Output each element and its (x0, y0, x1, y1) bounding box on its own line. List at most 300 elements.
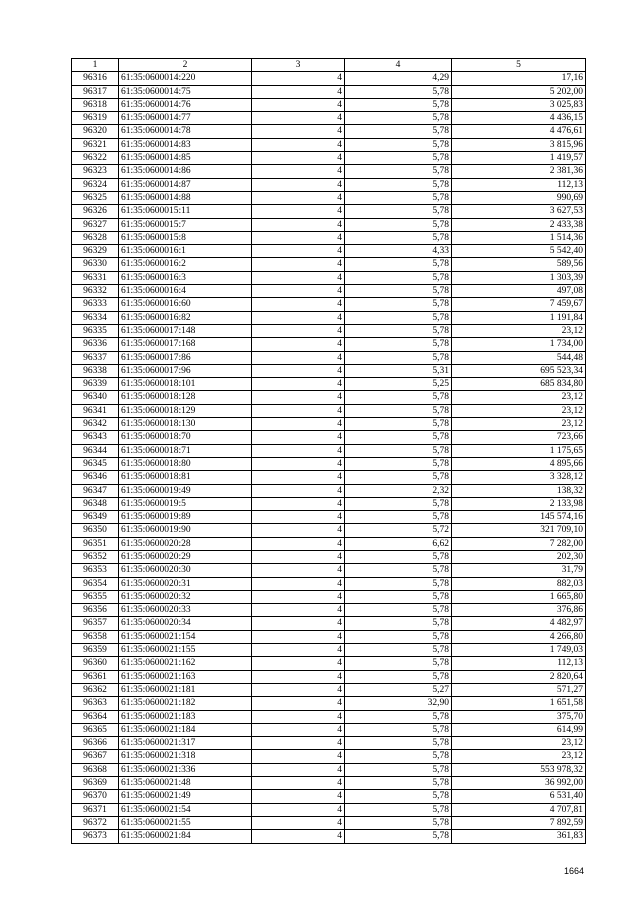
amount-cell: 685 834,80 (452, 378, 586, 391)
category-cell: 4 (252, 165, 345, 178)
amount-cell: 36 992,00 (452, 777, 586, 790)
rate-cell: 5,78 (345, 165, 452, 178)
cadastral-number-cell: 61:35:0600014:85 (119, 152, 252, 165)
table-row (72, 550, 586, 563)
cadastral-number-cell: 61:35:0600021:49 (119, 790, 252, 803)
rate-cell: 5,78 (345, 311, 452, 324)
row-number-cell: 96341 (72, 404, 119, 417)
row-number-cell: 96346 (72, 471, 119, 484)
amount-cell: 3 815,96 (452, 138, 586, 151)
rate-cell: 5,78 (345, 112, 452, 125)
cadastral-number-cell: 61:35:0600021:155 (119, 644, 252, 657)
category-cell: 4 (252, 324, 345, 337)
column-header-3: 3 (252, 59, 345, 72)
category-cell: 4 (252, 697, 345, 710)
cadastral-number-cell: 61:35:0600018:129 (119, 404, 252, 417)
cadastral-number-cell: 61:35:0600021:163 (119, 670, 252, 683)
cadastral-number-cell: 61:35:0600018:70 (119, 431, 252, 444)
row-number-cell: 96338 (72, 364, 119, 377)
table-row (72, 537, 586, 550)
rate-cell: 5,78 (345, 125, 452, 138)
rate-cell: 5,78 (345, 830, 452, 843)
row-number-cell: 96373 (72, 830, 119, 843)
amount-cell: 553 978,32 (452, 763, 586, 776)
row-number-cell: 96317 (72, 85, 119, 98)
row-number-cell: 96334 (72, 311, 119, 324)
row-number-cell: 96363 (72, 697, 119, 710)
category-cell: 4 (252, 418, 345, 431)
row-number-cell: 96316 (72, 72, 119, 85)
cadastral-number-cell: 61:35:0600018:81 (119, 471, 252, 484)
amount-cell: 589,56 (452, 258, 586, 271)
cadastral-number-cell: 61:35:0600017:168 (119, 338, 252, 351)
table-row (72, 231, 586, 244)
category-cell: 4 (252, 644, 345, 657)
amount-cell: 138,32 (452, 484, 586, 497)
table-row (72, 85, 586, 98)
cadastral-number-cell: 61:35:0600014:88 (119, 191, 252, 204)
category-cell: 4 (252, 497, 345, 510)
rate-cell: 5,78 (345, 763, 452, 776)
rate-cell: 5,78 (345, 324, 452, 337)
amount-cell: 3 627,53 (452, 205, 586, 218)
cadastral-number-cell: 61:35:0600020:33 (119, 604, 252, 617)
table-row (72, 378, 586, 391)
row-number-cell: 96344 (72, 444, 119, 457)
cadastral-number-cell: 61:35:0600014:78 (119, 125, 252, 138)
amount-cell: 4 436,15 (452, 112, 586, 125)
rate-cell: 5,78 (345, 564, 452, 577)
cadastral-number-cell: 61:35:0600020:30 (119, 564, 252, 577)
category-cell: 4 (252, 112, 345, 125)
table-row (72, 604, 586, 617)
category-cell: 4 (252, 830, 345, 843)
table-row (72, 418, 586, 431)
rate-cell: 5,78 (345, 471, 452, 484)
cadastral-number-cell: 61:35:0600020:28 (119, 537, 252, 550)
amount-cell: 1 191,84 (452, 311, 586, 324)
cadastral-number-cell: 61:35:0600019:49 (119, 484, 252, 497)
rate-cell: 5,72 (345, 524, 452, 537)
amount-cell: 6 531,40 (452, 790, 586, 803)
category-cell: 4 (252, 378, 345, 391)
column-header-1: 1 (72, 59, 119, 72)
row-number-cell: 96365 (72, 723, 119, 736)
row-number-cell: 96372 (72, 816, 119, 829)
cadastral-number-cell: 61:35:0600016:60 (119, 298, 252, 311)
cadastral-number-cell: 61:35:0600018:101 (119, 378, 252, 391)
rate-cell: 5,78 (345, 152, 452, 165)
cadastral-number-cell: 61:35:0600018:71 (119, 444, 252, 457)
table-row (72, 564, 586, 577)
table-row (72, 311, 586, 324)
amount-cell: 723,66 (452, 431, 586, 444)
rate-cell: 5,25 (345, 378, 452, 391)
table-row (72, 763, 586, 776)
rate-cell: 5,78 (345, 803, 452, 816)
row-number-cell: 96368 (72, 763, 119, 776)
amount-cell: 3 328,12 (452, 471, 586, 484)
cadastral-number-cell: 61:35:0600017:86 (119, 351, 252, 364)
table-row (72, 683, 586, 696)
rate-cell: 5,78 (345, 710, 452, 723)
amount-cell: 7 892,59 (452, 816, 586, 829)
amount-cell: 1 734,00 (452, 338, 586, 351)
rate-cell: 5,78 (345, 285, 452, 298)
row-number-cell: 96340 (72, 391, 119, 404)
rate-cell: 5,78 (345, 418, 452, 431)
table-row (72, 471, 586, 484)
table-row (72, 803, 586, 816)
amount-cell: 2 381,36 (452, 165, 586, 178)
amount-cell: 1 651,58 (452, 697, 586, 710)
row-number-cell: 96362 (72, 683, 119, 696)
table-row (72, 191, 586, 204)
amount-cell: 571,27 (452, 683, 586, 696)
category-cell: 4 (252, 205, 345, 218)
category-cell: 4 (252, 723, 345, 736)
table-row (72, 657, 586, 670)
table-row (72, 165, 586, 178)
row-number-cell: 96337 (72, 351, 119, 364)
amount-cell: 145 574,16 (452, 511, 586, 524)
cadastral-number-cell: 61:35:0600021:154 (119, 630, 252, 643)
table-row (72, 138, 586, 151)
row-number-cell: 96352 (72, 550, 119, 563)
amount-cell: 1 665,80 (452, 590, 586, 603)
cadastral-number-cell: 61:35:0600014:76 (119, 98, 252, 111)
amount-cell: 3 025,83 (452, 98, 586, 111)
row-number-cell: 96371 (72, 803, 119, 816)
cadastral-number-cell: 61:35:0600016:3 (119, 271, 252, 284)
table-row (72, 351, 586, 364)
category-cell: 4 (252, 404, 345, 417)
category-cell: 4 (252, 457, 345, 470)
table-body (72, 72, 586, 843)
cadastral-number-cell: 61:35:0600020:32 (119, 590, 252, 603)
category-cell: 4 (252, 338, 345, 351)
amount-cell: 1 175,65 (452, 444, 586, 457)
cadastral-number-cell: 61:35:0600017:96 (119, 364, 252, 377)
rate-cell: 5,78 (345, 391, 452, 404)
table-row (72, 245, 586, 258)
table-row (72, 338, 586, 351)
amount-cell: 23,12 (452, 750, 586, 763)
amount-cell: 1 514,36 (452, 231, 586, 244)
amount-cell: 202,30 (452, 550, 586, 563)
amount-cell: 2 433,38 (452, 218, 586, 231)
category-cell: 4 (252, 564, 345, 577)
row-number-cell: 96326 (72, 205, 119, 218)
column-header-2: 2 (119, 59, 252, 72)
table-row (72, 830, 586, 843)
rate-cell: 5,78 (345, 85, 452, 98)
row-number-cell: 96367 (72, 750, 119, 763)
row-number-cell: 96336 (72, 338, 119, 351)
table-row (72, 298, 586, 311)
amount-cell: 1 749,03 (452, 644, 586, 657)
rate-cell: 5,78 (345, 723, 452, 736)
row-number-cell: 96354 (72, 577, 119, 590)
category-cell: 4 (252, 777, 345, 790)
cadastral-number-cell: 61:35:0600016:2 (119, 258, 252, 271)
category-cell: 4 (252, 750, 345, 763)
rate-cell: 4,33 (345, 245, 452, 258)
rate-cell: 5,78 (345, 218, 452, 231)
cadastral-number-cell: 61:35:0600020:34 (119, 617, 252, 630)
amount-cell: 112,13 (452, 178, 586, 191)
table-row (72, 723, 586, 736)
cadastral-number-cell: 61:35:0600021:184 (119, 723, 252, 736)
amount-cell: 2 820,64 (452, 670, 586, 683)
category-cell: 4 (252, 763, 345, 776)
header-row (72, 59, 586, 72)
table-row (72, 271, 586, 284)
amount-cell: 7 282,00 (452, 537, 586, 550)
amount-cell: 614,99 (452, 723, 586, 736)
amount-cell: 2 133,98 (452, 497, 586, 510)
column-header-4: 4 (345, 59, 452, 72)
table-row (72, 590, 586, 603)
table-row (72, 511, 586, 524)
cadastral-number-cell: 61:35:0600021:182 (119, 697, 252, 710)
table-row (72, 218, 586, 231)
cadastral-number-cell: 61:35:0600020:29 (119, 550, 252, 563)
category-cell: 4 (252, 604, 345, 617)
cadastral-number-cell: 61:35:0600014:220 (119, 72, 252, 85)
category-cell: 4 (252, 431, 345, 444)
row-number-cell: 96361 (72, 670, 119, 683)
table-row (72, 710, 586, 723)
category-cell: 4 (252, 178, 345, 191)
category-cell: 4 (252, 298, 345, 311)
table-row (72, 285, 586, 298)
row-number-cell: 96347 (72, 484, 119, 497)
rate-cell: 5,78 (345, 178, 452, 191)
amount-cell: 112,13 (452, 657, 586, 670)
category-cell: 4 (252, 511, 345, 524)
table-row (72, 258, 586, 271)
category-cell: 4 (252, 816, 345, 829)
category-cell: 4 (252, 85, 345, 98)
row-number-cell: 96339 (72, 378, 119, 391)
cadastral-number-cell: 61:35:0600016:4 (119, 285, 252, 298)
rate-cell: 5,78 (345, 98, 452, 111)
table-row (72, 697, 586, 710)
cadastral-number-cell: 61:35:0600021:317 (119, 737, 252, 750)
category-cell: 4 (252, 657, 345, 670)
row-number-cell: 96353 (72, 564, 119, 577)
amount-cell: 4 266,80 (452, 630, 586, 643)
cadastral-number-cell: 61:35:0600018:80 (119, 457, 252, 470)
rate-cell: 6,62 (345, 537, 452, 550)
cadastral-number-cell: 61:35:0600021:336 (119, 763, 252, 776)
category-cell: 4 (252, 285, 345, 298)
cadastral-number-cell: 61:35:0600021:183 (119, 710, 252, 723)
cadastral-number-cell: 61:35:0600014:87 (119, 178, 252, 191)
rate-cell: 4,29 (345, 72, 452, 85)
row-number-cell: 96366 (72, 737, 119, 750)
rate-cell: 5,78 (345, 231, 452, 244)
amount-cell: 31,79 (452, 564, 586, 577)
amount-cell: 5 202,00 (452, 85, 586, 98)
table-row (72, 816, 586, 829)
category-cell: 4 (252, 524, 345, 537)
cadastral-number-cell: 61:35:0600019:5 (119, 497, 252, 510)
category-cell: 4 (252, 258, 345, 271)
amount-cell: 695 523,34 (452, 364, 586, 377)
rate-cell: 5,78 (345, 205, 452, 218)
amount-cell: 23,12 (452, 418, 586, 431)
row-number-cell: 96318 (72, 98, 119, 111)
cadastral-number-cell: 61:35:0600014:75 (119, 85, 252, 98)
amount-cell: 1 419,57 (452, 152, 586, 165)
column-header-5: 5 (452, 59, 586, 72)
row-number-cell: 96325 (72, 191, 119, 204)
category-cell: 4 (252, 218, 345, 231)
row-number-cell: 96331 (72, 271, 119, 284)
amount-cell: 4 707,81 (452, 803, 586, 816)
rate-cell: 5,78 (345, 777, 452, 790)
rate-cell: 5,78 (345, 404, 452, 417)
category-cell: 4 (252, 245, 345, 258)
page-number: 1664 (563, 866, 584, 876)
rate-cell: 5,78 (345, 816, 452, 829)
table-row (72, 205, 586, 218)
cadastral-number-cell: 61:35:0600021:54 (119, 803, 252, 816)
amount-cell: 23,12 (452, 404, 586, 417)
table-row (72, 790, 586, 803)
cadastral-number-cell: 61:35:0600021:181 (119, 683, 252, 696)
rate-cell: 5,78 (345, 351, 452, 364)
row-number-cell: 96327 (72, 218, 119, 231)
rate-cell: 5,78 (345, 511, 452, 524)
table-row (72, 125, 586, 138)
table-row (72, 457, 586, 470)
table-row (72, 670, 586, 683)
row-number-cell: 96328 (72, 231, 119, 244)
category-cell: 4 (252, 191, 345, 204)
category-cell: 4 (252, 471, 345, 484)
rate-cell: 5,78 (345, 191, 452, 204)
table-row (72, 391, 586, 404)
table-row (72, 431, 586, 444)
amount-cell: 7 459,67 (452, 298, 586, 311)
row-number-cell: 96320 (72, 125, 119, 138)
cadastral-number-cell: 61:35:0600016:1 (119, 245, 252, 258)
rate-cell: 5,78 (345, 338, 452, 351)
row-number-cell: 96345 (72, 457, 119, 470)
row-number-cell: 96330 (72, 258, 119, 271)
amount-cell: 361,83 (452, 830, 586, 843)
rate-cell: 5,31 (345, 364, 452, 377)
rate-cell: 5,78 (345, 138, 452, 151)
table-row (72, 152, 586, 165)
table-row (72, 98, 586, 111)
rate-cell: 5,78 (345, 617, 452, 630)
rate-cell: 5,78 (345, 590, 452, 603)
category-cell: 4 (252, 790, 345, 803)
cadastral-number-cell: 61:35:0600015:7 (119, 218, 252, 231)
category-cell: 4 (252, 152, 345, 165)
row-number-cell: 96360 (72, 657, 119, 670)
row-number-cell: 96355 (72, 590, 119, 603)
row-number-cell: 96370 (72, 790, 119, 803)
category-cell: 4 (252, 670, 345, 683)
cadastral-number-cell: 61:35:0600018:130 (119, 418, 252, 431)
category-cell: 4 (252, 577, 345, 590)
row-number-cell: 96343 (72, 431, 119, 444)
row-number-cell: 96357 (72, 617, 119, 630)
row-number-cell: 96348 (72, 497, 119, 510)
amount-cell: 1 303,39 (452, 271, 586, 284)
rate-cell: 5,78 (345, 577, 452, 590)
category-cell: 4 (252, 617, 345, 630)
rate-cell: 5,78 (345, 750, 452, 763)
rate-cell: 5,78 (345, 550, 452, 563)
table-row (72, 72, 586, 85)
category-cell: 4 (252, 550, 345, 563)
rate-cell: 5,78 (345, 670, 452, 683)
row-number-cell: 96342 (72, 418, 119, 431)
table-row (72, 577, 586, 590)
category-cell: 4 (252, 737, 345, 750)
cadastral-number-cell: 61:35:0600019:90 (119, 524, 252, 537)
category-cell: 4 (252, 803, 345, 816)
category-cell: 4 (252, 590, 345, 603)
rate-cell: 5,78 (345, 431, 452, 444)
table-row (72, 484, 586, 497)
amount-cell: 882,03 (452, 577, 586, 590)
rate-cell: 5,78 (345, 258, 452, 271)
cadastral-number-cell: 61:35:0600014:86 (119, 165, 252, 178)
cadastral-number-cell: 61:35:0600014:83 (119, 138, 252, 151)
cadastral-number-cell: 61:35:0600019:89 (119, 511, 252, 524)
rate-cell: 5,78 (345, 604, 452, 617)
row-number-cell: 96351 (72, 537, 119, 550)
row-number-cell: 96349 (72, 511, 119, 524)
row-number-cell: 96350 (72, 524, 119, 537)
amount-cell: 321 709,10 (452, 524, 586, 537)
category-cell: 4 (252, 311, 345, 324)
rate-cell: 5,78 (345, 630, 452, 643)
category-cell: 4 (252, 351, 345, 364)
table-row (72, 497, 586, 510)
table-row (72, 524, 586, 537)
category-cell: 4 (252, 364, 345, 377)
rate-cell: 5,78 (345, 497, 452, 510)
category-cell: 4 (252, 391, 345, 404)
table-row (72, 444, 586, 457)
table-row (72, 777, 586, 790)
category-cell: 4 (252, 630, 345, 643)
table-row (72, 324, 586, 337)
row-number-cell: 96369 (72, 777, 119, 790)
row-number-cell: 96323 (72, 165, 119, 178)
category-cell: 4 (252, 125, 345, 138)
row-number-cell: 96332 (72, 285, 119, 298)
row-number-cell: 96322 (72, 152, 119, 165)
row-number-cell: 96321 (72, 138, 119, 151)
table-row (72, 737, 586, 750)
amount-cell: 544,48 (452, 351, 586, 364)
cadastral-number-cell: 61:35:0600021:55 (119, 816, 252, 829)
table-row (72, 750, 586, 763)
amount-cell: 4 895,66 (452, 457, 586, 470)
amount-cell: 990,69 (452, 191, 586, 204)
category-cell: 4 (252, 138, 345, 151)
row-number-cell: 96356 (72, 604, 119, 617)
